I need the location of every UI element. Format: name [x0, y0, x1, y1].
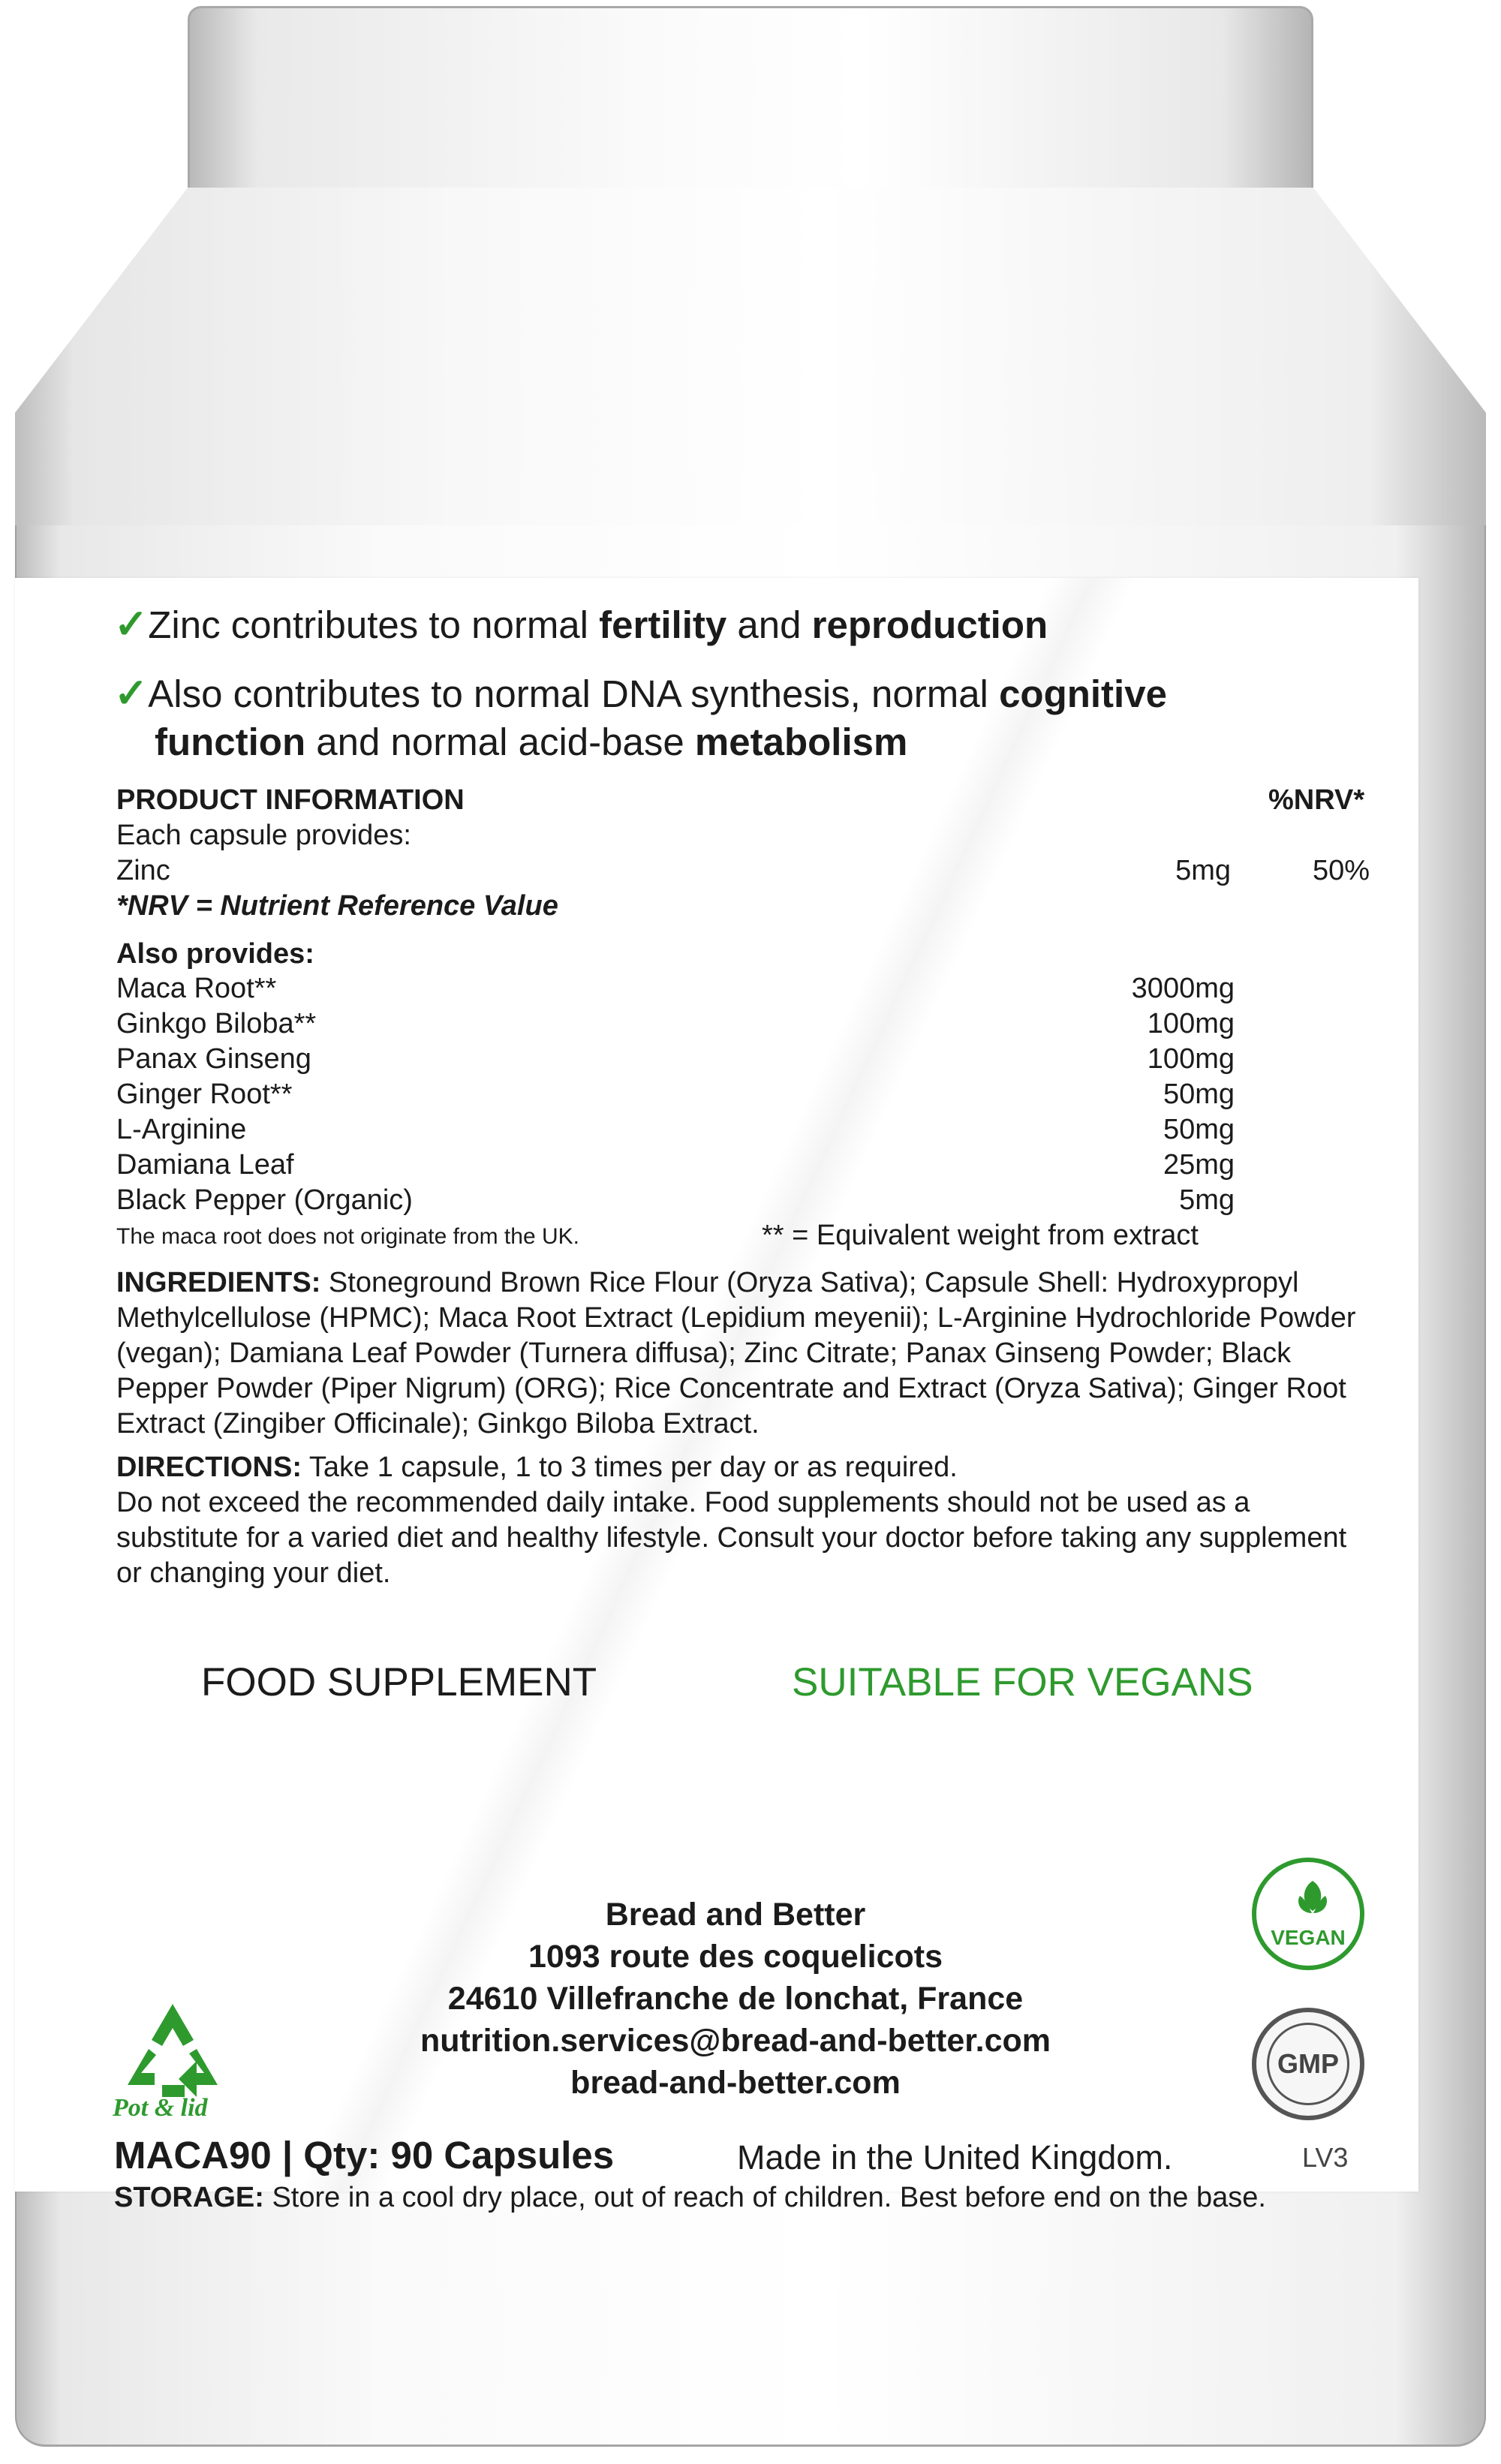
extract-note: ** = Equivalent weight from extract — [762, 1220, 1199, 1251]
item-amount: 100mg — [1147, 1008, 1235, 1039]
zinc-name: Zinc — [116, 855, 170, 886]
storage-line — [114, 2180, 1266, 2215]
zinc-nrv: 50% — [1312, 855, 1370, 886]
directions-label: DIRECTIONS: — [116, 1452, 302, 1483]
item-amount: 100mg — [1147, 1043, 1235, 1075]
nrv-heading: %NRV* — [1268, 784, 1365, 816]
directions-warning: Do not exceed the recommended daily intake. Food supplements should not be used as a substitute for a varied diet and healthy lifestyle. Consult your doctor before taking any supplement or changing your diet. — [116, 1487, 1347, 1589]
company-name: Bread and Better — [605, 1897, 866, 1933]
zinc-amount: 5mg — [1175, 855, 1231, 886]
checkmark-icon: ✓ — [114, 671, 149, 716]
item-name: L-Arginine — [116, 1114, 247, 1145]
item-name: Damiana Leaf — [116, 1149, 294, 1181]
item-amount: 25mg — [1163, 1149, 1235, 1181]
ingredients-label: INGREDIENTS: — [116, 1267, 321, 1298]
ingredients-text: Stoneground Brown Rice Flour (Oryza Sativa); Capsule Shell: Hydroxypropyl Methylcellulose (HPMC); Maca Root Extract (Lepidium meyenii); L-Arginine Hydrochloride Powder (vegan); Damiana Leaf Powder (Turnera diffusa); Zinc Citrate; Panax Ginseng Powder; Black Pepper Powder (Piper Nigrum) (ORG); Rice Concentrate and Extract (Oryza Sativa); Ginger Root Extract (Zingiber Officinale); Ginkgo Biloba Extract. — [116, 1267, 1356, 1440]
storage-text: Store in a cool dry place, out of reach of children. Best before end on the base. — [272, 2182, 1266, 2213]
company-street: 1093 route des coquelicots — [528, 1939, 943, 1975]
item-name: Black Pepper (Organic) — [116, 1184, 413, 1216]
product-code: MACA90 | Qty: 90 Capsules — [114, 2134, 615, 2177]
recycle-icon — [113, 1996, 233, 2109]
storage-label: STORAGE: — [114, 2182, 264, 2213]
company-city: 24610 Villefranche de lonchat, France — [447, 1981, 1024, 2017]
gmp-badge — [1252, 2008, 1364, 2120]
claim-metabolism: function and normal acid-base metabolism — [155, 721, 908, 763]
version-code: LV3 — [1302, 2142, 1349, 2173]
company-email: nutrition.services@bread-and-better.com — [420, 2023, 1051, 2059]
item-name: Maca Root** — [116, 973, 277, 1004]
each-capsule-text: Each capsule provides: — [116, 820, 411, 851]
food-supplement-text: FOOD SUPPLEMENT — [201, 1660, 597, 1704]
checkmark-icon: ✓ — [114, 602, 149, 647]
origin-note: The maca root does not originate from the UK. — [116, 1224, 579, 1249]
directions-block — [116, 1450, 1377, 1591]
item-name: Panax Ginseng — [116, 1043, 311, 1075]
item-amount: 5mg — [1179, 1184, 1235, 1216]
product-info-heading: PRODUCT INFORMATION — [116, 784, 465, 816]
item-amount: 50mg — [1163, 1114, 1235, 1145]
vegan-badge — [1252, 1858, 1364, 1970]
item-name: Ginkgo Biloba** — [116, 1008, 317, 1039]
claim-cognitive: ✓Also contributes to normal DNA synthesis, normal cognitive — [114, 671, 1167, 716]
item-amount: 50mg — [1163, 1079, 1235, 1110]
vegan-badge-label: VEGAN — [1271, 1926, 1346, 1949]
also-provides-heading: Also provides: — [116, 938, 314, 970]
claim-fertility: ✓Zinc contributes to normal fertility and reproduction — [114, 602, 1048, 647]
nrv-note: *NRV = Nutrient Reference Value — [116, 890, 558, 922]
ingredients-block — [116, 1265, 1377, 1442]
leaf-icon — [1294, 1877, 1331, 1926]
gmp-badge-label: GMP — [1277, 2048, 1339, 2079]
company-website: bread-and-better.com — [570, 2065, 901, 2101]
suitable-for-vegans-text: SUITABLE FOR VEGANS — [792, 1660, 1253, 1704]
item-name: Ginger Root** — [116, 1079, 293, 1110]
recycle-note: Pot & lid — [113, 2094, 208, 2122]
bottle-lid — [188, 6, 1313, 194]
directions-text: Take 1 capsule, 1 to 3 times per day or as required. — [308, 1452, 958, 1483]
item-amount: 3000mg — [1131, 973, 1235, 1004]
made-in-text: Made in the United Kingdom. — [737, 2138, 1173, 2177]
